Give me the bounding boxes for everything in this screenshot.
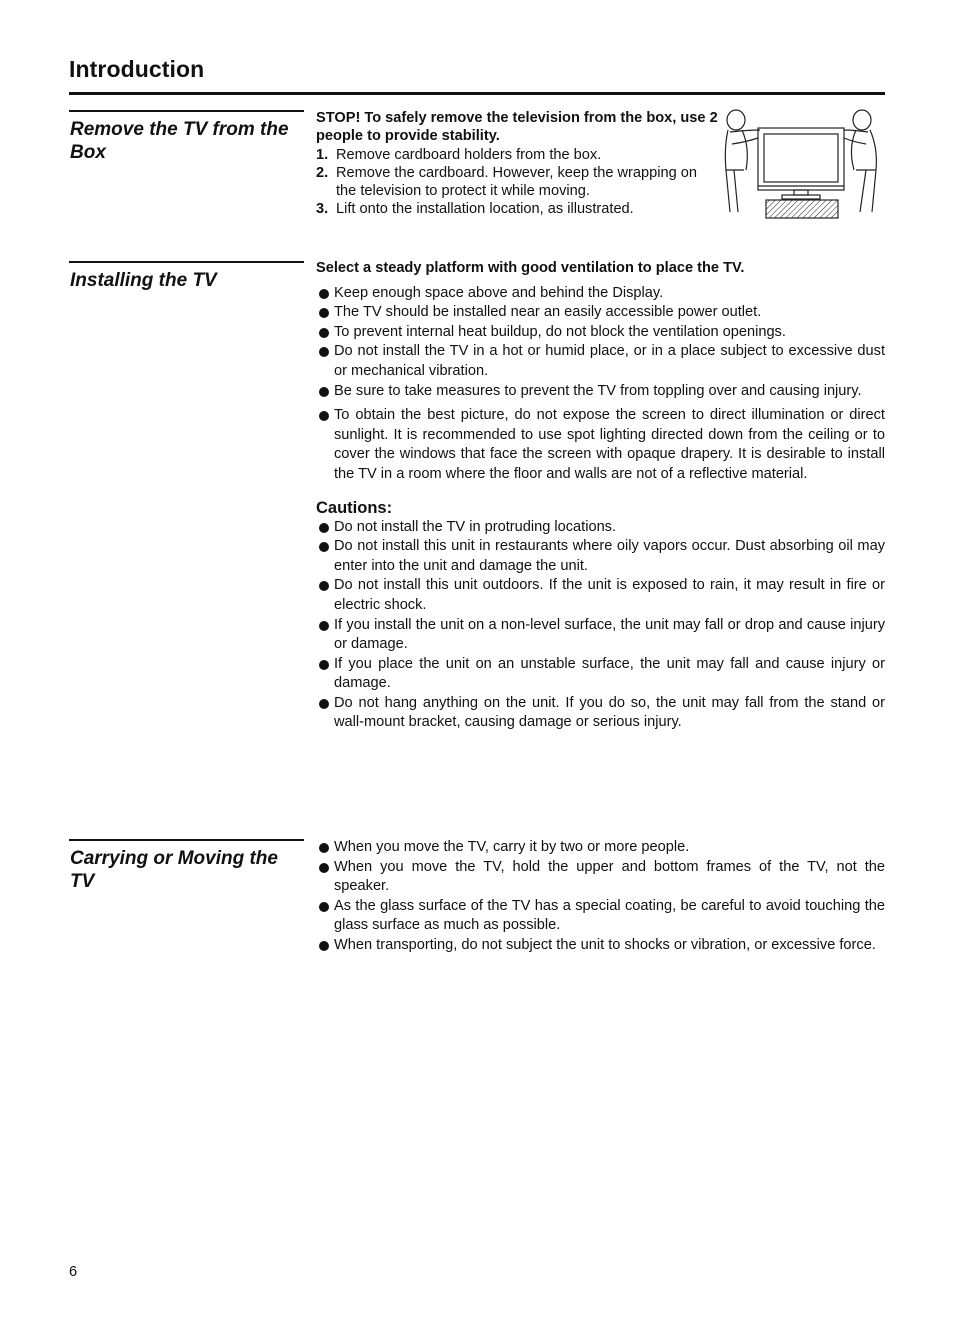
list-item: When you move the TV, hold the upper and bottom frames of the TV, not the speaker. (316, 858, 885, 897)
install-bullets (316, 284, 885, 402)
list-item: Do not install the TV in protruding locations. (316, 518, 885, 538)
list-item: If you place the unit on an unstable surface, the unit may fall and cause injury or damage. (316, 655, 885, 694)
remove-section-heading: Remove the TV from the Box (70, 119, 289, 163)
page-title: Introduction (69, 56, 205, 82)
list-item: Do not hang anything on the unit. If you do so, the unit may fall from the stand or wall-mount bracket, causing damage or serious injury. (316, 694, 885, 733)
list-item: When you move the TV, carry it by two or more people. (316, 838, 885, 858)
step-text: Lift onto the installation location, as illustrated. (336, 201, 634, 218)
list-item: If you install the unit on a non-level surface, the unit may fall or drop and cause injury or damage. (316, 616, 885, 655)
list-item: When transporting, do not subject the unit to shocks or vibration, or excessive force. (316, 936, 885, 956)
install-section-divider (69, 261, 304, 263)
remove-step (316, 164, 718, 201)
list-item: Do not install this unit outdoors. If the unit is exposed to rain, it may result in fire or electric shock. (316, 576, 885, 615)
install-intro: Select a steady platform with good ventilation to place the TV. (316, 260, 745, 276)
carry-section-heading: Carrying or Moving the TV (70, 848, 278, 892)
remove-section-divider (69, 110, 304, 112)
remove-step (316, 200, 718, 218)
remove-section-content (316, 109, 718, 219)
list-item: To obtain the best picture, do not expose the screen to direct illumination or direct sunlight. It is recommended to use spot lighting directed down from the ceiling or to cover the windows that face the screen with opaque drapery. It is desirable to install the TV in a room where the floor and walls are not of a reflective material. (316, 406, 885, 484)
step-text: Remove cardboard holders from the box. (336, 146, 602, 163)
carry-section-divider (69, 839, 304, 841)
cautions-list (316, 518, 885, 734)
remove-step (316, 146, 718, 164)
install-section-content (316, 259, 885, 733)
install-extra-bullet (316, 406, 885, 484)
list-item: Do not install the TV in a hot or humid place, or in a place subject to excessive dust or mechanical vibration. (316, 342, 885, 381)
two-people-lifting-tv-icon (720, 108, 882, 222)
cautions-heading: Cautions: (316, 498, 393, 517)
list-item: Do not install this unit in restaurants where oily vapors occur. Dust absorbing oil may enter into the unit and damage the unit. (316, 537, 885, 576)
step-text: Remove the cardboard. However, keep the wrapping on the television to protect it while moving. (336, 164, 698, 200)
list-item: To prevent internal heat buildup, do not block the ventilation openings. (316, 323, 885, 343)
step-number: 2. (316, 164, 329, 181)
carry-section-content (316, 838, 885, 956)
remove-warning: STOP! To safely remove the television from the box, use 2 people to provide stability. (316, 110, 718, 145)
install-section-heading: Installing the TV (70, 270, 217, 291)
list-item: As the glass surface of the TV has a special coating, be careful to avoid touching the glass surface as much as possible. (316, 897, 885, 936)
remove-steps (316, 146, 718, 219)
step-number: 1. (316, 146, 329, 163)
list-item: Be sure to take measures to prevent the TV from toppling over and causing injury. (316, 382, 885, 402)
list-item: Keep enough space above and behind the Display. (316, 284, 885, 304)
page-number: 6 (69, 1264, 78, 1280)
title-divider (69, 92, 885, 95)
list-item: The TV should be installed near an easily accessible power outlet. (316, 303, 885, 323)
carry-bullets (316, 838, 885, 956)
step-number: 3. (316, 201, 329, 218)
